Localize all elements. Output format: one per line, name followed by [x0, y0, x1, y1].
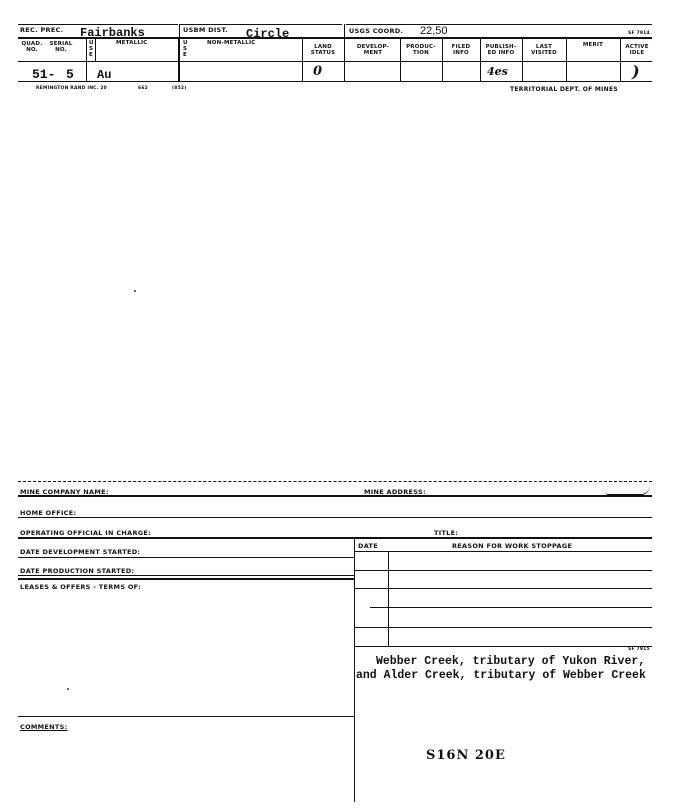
rec-prec-value: Fairbanks [80, 26, 145, 40]
col-use-metallic: U S E [89, 40, 94, 58]
location-line-2: and Alder Creek, tributary of Webber Creek [356, 669, 646, 682]
col-quad-no: QUAD. NO. [21, 41, 43, 53]
col-merit: MERIT [582, 42, 604, 48]
location-line-1: Webber Creek, tributary of Yukon River, [376, 655, 646, 668]
scan-speck [67, 688, 69, 690]
title-label: TITLE: [434, 529, 459, 537]
rule [522, 38, 523, 81]
rule [480, 38, 481, 81]
mine-address-label: MINE ADDRESS: [364, 488, 426, 496]
rule [354, 588, 652, 589]
published-info-value: 4es [487, 65, 508, 78]
rule [354, 627, 652, 628]
rule [86, 38, 87, 81]
rule [566, 38, 567, 81]
land-status-value: 0 [313, 64, 323, 79]
usbm-dist-value: Circle [246, 27, 290, 41]
date-development-label: DATE DEVELOPMENT STARTED: [20, 548, 141, 556]
col-development: DEVELOP-MENT [356, 44, 390, 56]
form-number-top: SF 7914 [628, 31, 650, 36]
usbm-dist-label: USBM DIST. [183, 26, 229, 34]
pencil-mark [606, 486, 650, 495]
serial-value: 5 [66, 67, 74, 82]
rule [388, 551, 389, 647]
col-non-metallic: NON-METALLIC [207, 40, 256, 46]
rule [18, 517, 652, 518]
rule [18, 61, 652, 62]
rule [354, 551, 652, 552]
rule [346, 24, 652, 25]
comments-label: COMMENTS: [20, 723, 68, 731]
printer-code-1: 662 [138, 86, 148, 91]
rule [400, 38, 401, 81]
rule [178, 38, 179, 81]
quad-value: 51- [32, 67, 56, 82]
col-published-info: PUBLISH-ED INFO [485, 44, 517, 56]
col-filed-info: FILED INFO [451, 44, 471, 56]
scan-speck [134, 290, 136, 292]
rule [354, 646, 652, 647]
rule [18, 537, 652, 539]
usgs-coord-value: 22,50 [420, 25, 448, 37]
col-production: PRODUC-TION [406, 44, 436, 56]
mine-company-name-label: MINE COMPANY NAME: [20, 488, 109, 496]
printer-code-2: (852) [172, 86, 187, 91]
col-last-visited: LAST VISITED [531, 44, 557, 56]
rule [354, 570, 652, 571]
rule [95, 38, 96, 61]
col-use-nonmetallic: U S E [183, 40, 188, 58]
printer-imprint: REMINGTON RAND INC. 20 [36, 86, 107, 91]
handwritten-coordinates: S16N 20E [426, 748, 506, 763]
form-number-bottom: SF 7915 [628, 647, 650, 652]
rule [354, 537, 355, 802]
col-land-status: LAND STATUS [310, 44, 336, 56]
home-office-label: HOME OFFICE: [20, 509, 77, 517]
rule [442, 38, 443, 81]
date-production-label: DATE PRODUCTION STARTED: [20, 567, 135, 575]
rec-prec-label: REC. PREC. [20, 26, 64, 34]
rule [18, 495, 652, 497]
rule [180, 24, 342, 25]
dept-imprint: TERRITORIAL DEPT. OF MINES [510, 86, 619, 93]
active-idle-value: ) [632, 62, 640, 81]
reason-header: REASON FOR WORK STOPPAGE [452, 542, 573, 550]
rule [18, 81, 652, 82]
rule [18, 716, 354, 717]
operating-official-label: OPERATING OFFICIAL IN CHARGE: [20, 529, 152, 537]
rule [179, 24, 180, 81]
rule [18, 481, 652, 482]
usgs-coord-label: USGS COORD. [349, 27, 404, 35]
col-active-idle: ACTIVE IDLE [625, 44, 649, 56]
rule [620, 38, 621, 81]
date-header: DATE [358, 542, 378, 550]
leases-offers-label: LEASES & OFFERS - TERMS OF: [20, 583, 141, 591]
metallic-value: Au [97, 68, 112, 82]
rule [18, 575, 354, 576]
rule [18, 557, 354, 558]
col-metallic: METALLIC [116, 40, 148, 46]
col-serial-no: SERIAL NO. [49, 41, 73, 53]
rule [370, 607, 652, 608]
rule [344, 24, 345, 81]
rule [18, 578, 354, 580]
rule [302, 38, 303, 81]
rule [18, 24, 178, 25]
